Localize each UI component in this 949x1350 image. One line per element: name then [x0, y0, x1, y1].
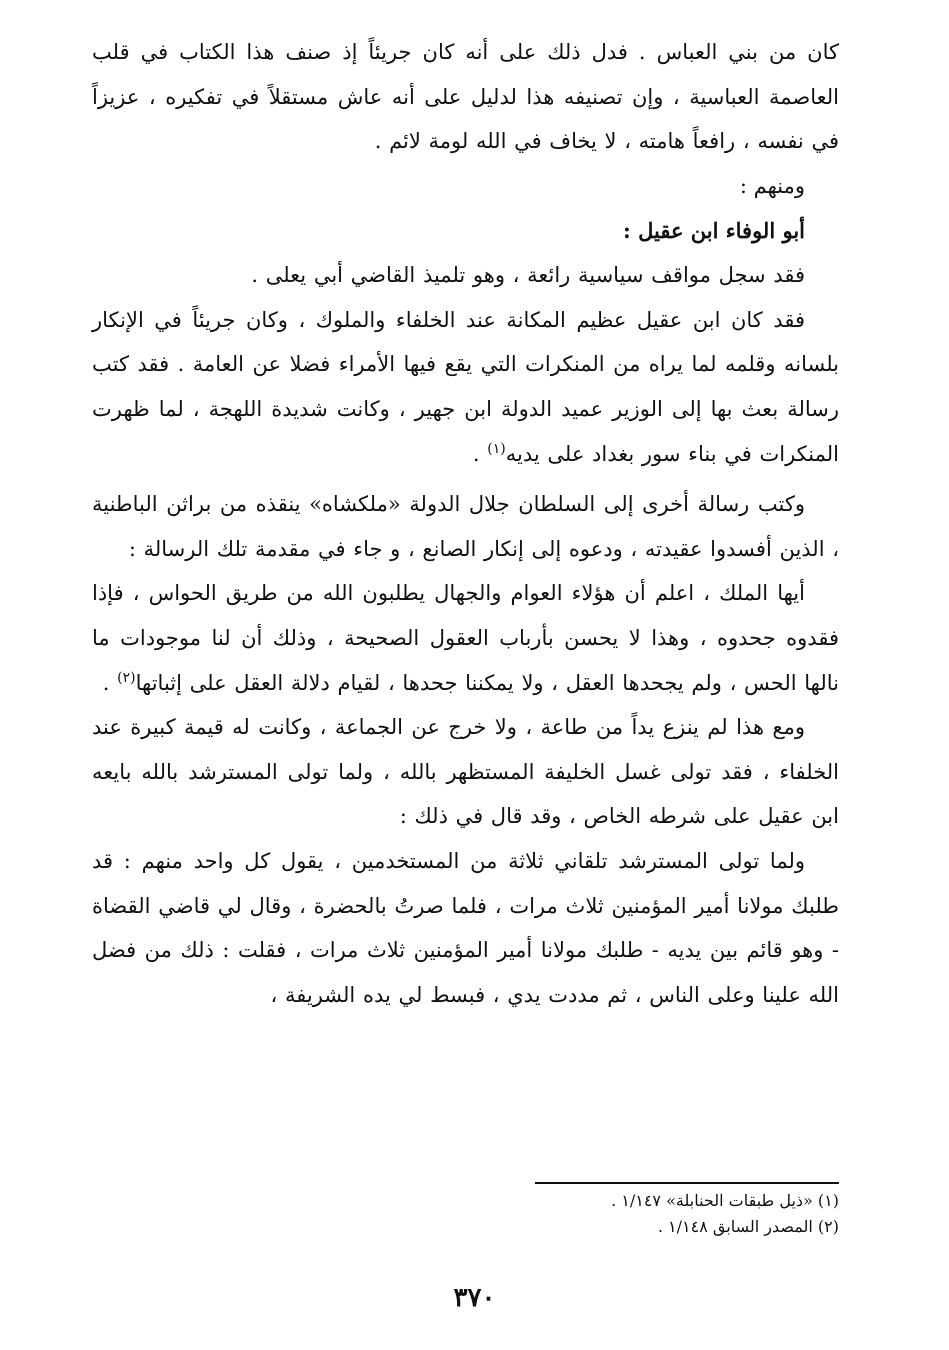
- paragraph-6-text: أيها الملك ، اعلم أن هؤلاء العوام والجهال يطلبون الله من طريق الحواس ، فإذا فقدوه جحدوه ، وهذا لا يحسن بأرباب العقول الصحيحة ، وذلك أن لنا موجودات ما نالها الحس ، ولم يجحدها العقل ، ولا يمكننا جحدها ، لقيام دلالة العقل على إثباتها: [92, 581, 839, 695]
- footnotes: [92, 1188, 839, 1240]
- page-number: ٣٧٠: [453, 1283, 496, 1313]
- paragraph-6-end: .: [102, 670, 118, 695]
- paragraph-8: ولما تولى المسترشد تلقاني ثلاثة من المستخدمين ، يقول كل واحد منهم : قد طلبك مولانا أمير المؤمنين ثلاث مرات ، فلما صرتُ بالحضرة ، وقال لي قاضي القضاة - وهو قائم بين يديه - طلبك مولانا أمير المؤمنين ثلاث مرات ، فقلت : ذلك من فضل الله علينا وعلى الناس ، ثم مددت يدي ، فبسط لي يده الشريفة ،: [92, 848, 839, 1007]
- paragraph-intro: ومنهم :: [739, 174, 805, 198]
- section-heading: أبو الوفاء ابن عقيل :: [623, 217, 805, 243]
- paragraph-1: كان من بني العباس . فدل ذلك على أنه كان جريئاً إذ صنف هذا الكتاب في قلب العاصمة العباسية ، وإن تصنيفه هذا لدليل على أنه عاش مستقلاً في تفكيره ، عزيزاً في نفسه ، رافعاً هامته ، لا يخاف في الله لومة لائم .: [92, 40, 839, 154]
- paragraph-7: ومع هذا لم ينزع يداً من طاعة ، ولا خرج عن الجماعة ، وكانت له قيمة كبيرة عند الخلفاء ، فقد تولى غسل الخليفة المستظهر بالله ، ولما تولى المسترشد بالله بايعه ابن عقيل على شرطه الخاص ، وقد قال في ذلك :: [92, 715, 839, 829]
- page-body: [92, 30, 839, 1017]
- paragraph-5: وكتب رسالة أخرى إلى السلطان جلال الدولة «ملكشاه» ينقذه من براثن الباطنية ، الذين أفسدوا عقيدته ، ودعوه إلى إنكار الصانع ، و جاء في مقدمة تلك الرسالة :: [92, 492, 839, 561]
- footnote-divider: [535, 1182, 839, 1184]
- paragraph-4-end: .: [472, 441, 488, 466]
- paragraph-4-text: فقد كان ابن عقيل عظيم المكانة عند الخلفاء والملوك ، وكان جريئاً في الإنكار بلسانه وقلمه لما يراه من المنكرات التي يقع فيها الأمراء فضلا عن العامة . فقد كتب رسالة بعث بها إلى الوزير عميد الدولة ابن جهير ، وكانت شديدة اللهجة ، لما ظهرت المنكرات في بناء سور بغداد على يديه: [92, 307, 839, 466]
- footnote-ref-2: (٢): [117, 669, 136, 686]
- paragraph-6: [92, 571, 839, 705]
- paragraph-3: فقد سجل مواقف سياسية رائعة ، وهو تلميذ القاضي أبي يعلى .: [251, 263, 805, 288]
- footnote-1: (١) «ذيل طبقات الحنابلة» ١/١٤٧ .: [611, 1191, 839, 1210]
- paragraph-4: [92, 298, 839, 476]
- footnote-ref-1: (١): [487, 440, 506, 457]
- footnote-2: (٢) المصدر السابق ١/١٤٨ .: [657, 1217, 839, 1236]
